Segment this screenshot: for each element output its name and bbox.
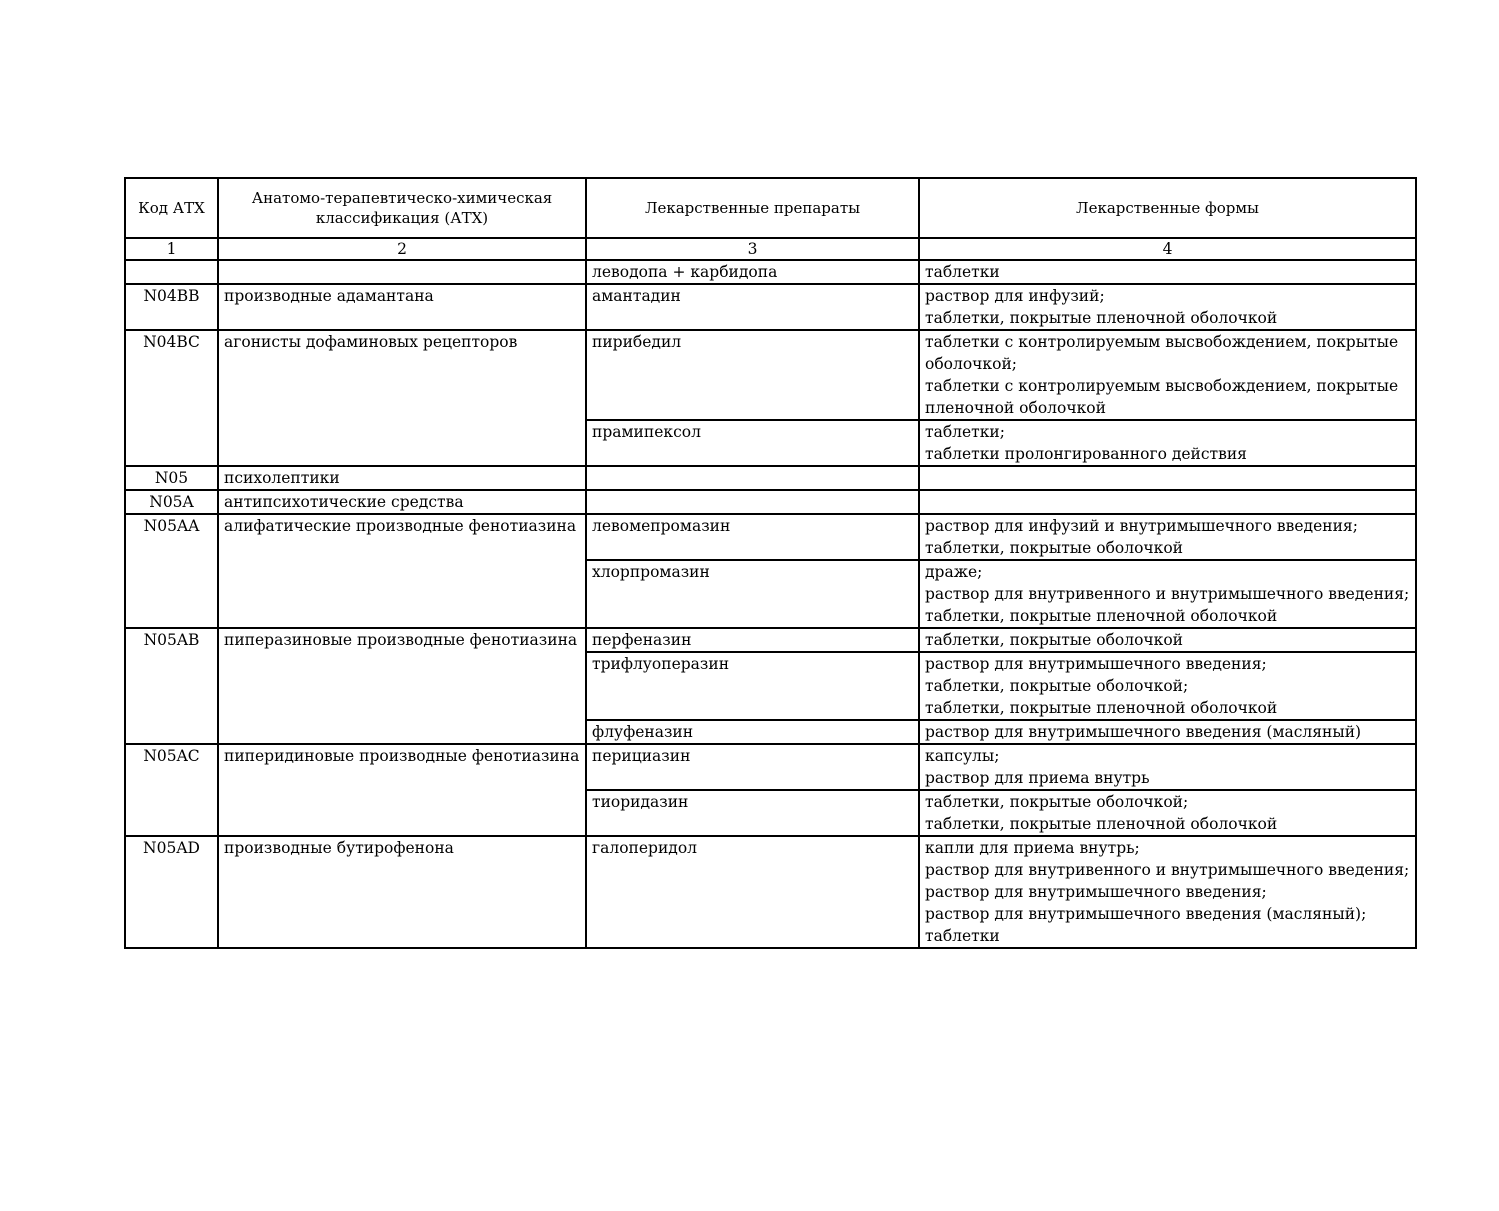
atx-code: N04BC: [125, 330, 218, 466]
drug-name: левомепромазин: [586, 514, 919, 560]
drug-form-line: раствор для внутривенного и внутримышечного введения;: [925, 861, 1410, 879]
header-drugs: Лекарственные препараты: [586, 178, 919, 238]
drug-form-line: таблетки;: [925, 423, 1005, 441]
drug-form-line: таблетки с контролируемым высвобождением, покрытые оболочкой;: [925, 333, 1399, 373]
drug-forms: [919, 514, 1416, 560]
drug-form-line: раствор для внутримышечного введения (масляный);: [925, 905, 1367, 923]
drug-forms: [919, 628, 1416, 652]
column-number: 4: [919, 238, 1416, 260]
drug-form-line: капсулы;: [925, 747, 1000, 765]
atx-code: N05A: [125, 490, 218, 514]
drug-forms: [919, 284, 1416, 330]
table-row: [125, 514, 1416, 560]
drug-name: амантадин: [586, 284, 919, 330]
drug-form-line: таблетки, покрытые пленочной оболочкой: [925, 815, 1278, 833]
drug-form-line: раствор для внутривенного и внутримышечного введения;: [925, 585, 1410, 603]
atx-code: N05AA: [125, 514, 218, 628]
drug-name: флуфеназин: [586, 720, 919, 744]
table-row: [125, 744, 1416, 790]
atx-drug-table: [124, 177, 1417, 949]
atx-code: N05AD: [125, 836, 218, 948]
drug-form-line: раствор для внутримышечного введения (масляный): [925, 723, 1362, 741]
drug-form-line: таблетки, покрытые оболочкой;: [925, 677, 1189, 695]
drug-form-line: раствор для инфузий и внутримышечного введения;: [925, 517, 1358, 535]
drug-forms: [919, 720, 1416, 744]
header-code: Код АТХ: [125, 178, 218, 238]
drug-form-line: таблетки, покрытые оболочкой: [925, 631, 1184, 649]
column-numbers-row: [125, 238, 1416, 260]
drug-name: [586, 490, 919, 514]
header-row: [125, 178, 1416, 238]
drug-name: галоперидол: [586, 836, 919, 948]
atx-classification: пиперидиновые производные фенотиазина: [218, 744, 586, 836]
column-number: 1: [125, 238, 218, 260]
drug-name: трифлуоперазин: [586, 652, 919, 720]
drug-name: хлорпромазин: [586, 560, 919, 628]
atx-classification: пиперазиновые производные фенотиазина: [218, 628, 586, 744]
atx-classification: алифатические производные фенотиазина: [218, 514, 586, 628]
drug-forms: [919, 466, 1416, 490]
atx-classification: антипсихотические средства: [218, 490, 586, 514]
drug-form-line: таблетки пролонгированного действия: [925, 445, 1247, 463]
atx-classification: [218, 260, 586, 284]
drug-forms: [919, 744, 1416, 790]
drug-forms: [919, 260, 1416, 284]
drug-forms: [919, 420, 1416, 466]
header-classification: Анатомо-терапевтическо-химическая классификация (АТХ): [218, 178, 586, 238]
drug-forms: [919, 490, 1416, 514]
drug-name: тиоридазин: [586, 790, 919, 836]
drug-form-line: таблетки: [925, 263, 1000, 281]
drug-form-line: раствор для внутримышечного введения;: [925, 883, 1267, 901]
table-row: [125, 330, 1416, 420]
drug-form-line: таблетки, покрытые оболочкой: [925, 539, 1184, 557]
drug-form-line: таблетки, покрытые пленочной оболочкой: [925, 607, 1278, 625]
table-row: [125, 628, 1416, 652]
atx-classification: агонисты дофаминовых рецепторов: [218, 330, 586, 466]
drug-name: прамипексол: [586, 420, 919, 466]
drug-name: перициазин: [586, 744, 919, 790]
atx-code: [125, 260, 218, 284]
drug-name: леводопа + карбидопа: [586, 260, 919, 284]
drug-form-line: раствор для инфузий;: [925, 287, 1105, 305]
table-body: [125, 238, 1416, 948]
drug-forms: [919, 652, 1416, 720]
table-row: [125, 284, 1416, 330]
atx-code: N05: [125, 466, 218, 490]
table-row: [125, 836, 1416, 948]
drug-forms: [919, 836, 1416, 948]
table-row: [125, 490, 1416, 514]
drug-forms: [919, 330, 1416, 420]
drug-form-line: драже;: [925, 563, 983, 581]
drug-form-line: таблетки, покрытые оболочкой;: [925, 793, 1189, 811]
drug-forms: [919, 790, 1416, 836]
atx-classification: психолептики: [218, 466, 586, 490]
atx-classification: производные бутирофенона: [218, 836, 586, 948]
atx-classification: производные адамантана: [218, 284, 586, 330]
drug-form-line: раствор для внутримышечного введения;: [925, 655, 1267, 673]
drug-form-line: раствор для приема внутрь: [925, 769, 1150, 787]
atx-code: N04BB: [125, 284, 218, 330]
column-number: 3: [586, 238, 919, 260]
drug-form-line: капли для приема внутрь;: [925, 839, 1140, 857]
table-row: [125, 466, 1416, 490]
table-row: [125, 260, 1416, 284]
drug-form-line: таблетки, покрытые пленочной оболочкой: [925, 699, 1278, 717]
atx-code: N05AC: [125, 744, 218, 836]
drug-name: перфеназин: [586, 628, 919, 652]
drug-form-line: таблетки, покрытые пленочной оболочкой: [925, 309, 1278, 327]
atx-code: N05AB: [125, 628, 218, 744]
header-forms: Лекарственные формы: [919, 178, 1416, 238]
column-number: 2: [218, 238, 586, 260]
drug-name: пирибедил: [586, 330, 919, 420]
drug-name: [586, 466, 919, 490]
drug-form-line: таблетки с контролируемым высвобождением, покрытые пленочной оболочкой: [925, 377, 1399, 417]
drug-forms: [919, 560, 1416, 628]
drug-form-line: таблетки: [925, 927, 1000, 945]
